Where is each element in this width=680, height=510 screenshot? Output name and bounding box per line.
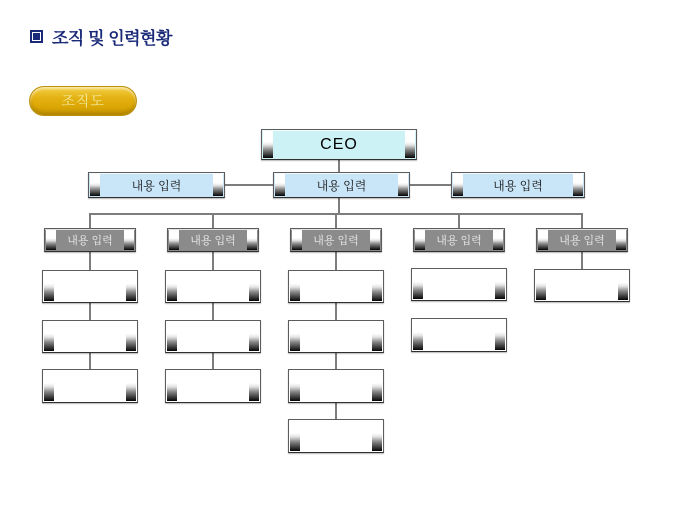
connector-line bbox=[212, 252, 214, 270]
dept-1-box[interactable] bbox=[88, 172, 225, 198]
ceo-box[interactable] bbox=[261, 129, 417, 160]
cell-4-2-box[interactable] bbox=[411, 318, 507, 352]
cell-3-2-box[interactable] bbox=[288, 320, 384, 353]
connector-line bbox=[335, 303, 337, 320]
dept-2-box[interactable] bbox=[273, 172, 410, 198]
node-label: 내용 입력 bbox=[559, 235, 605, 247]
cell-3-1-box[interactable] bbox=[288, 270, 384, 303]
connector-line bbox=[335, 252, 337, 270]
cell-4-1-box[interactable] bbox=[411, 268, 507, 301]
connector-line bbox=[335, 403, 337, 419]
connector-line bbox=[458, 215, 460, 228]
connector-line bbox=[89, 353, 91, 369]
connector-line bbox=[225, 184, 273, 186]
connector-line bbox=[581, 252, 583, 269]
team-5-box[interactable] bbox=[536, 228, 628, 252]
team-4-box[interactable] bbox=[413, 228, 505, 252]
node-label: 내용 입력 bbox=[316, 178, 367, 193]
connector-line bbox=[212, 215, 214, 228]
orgchart-label-button[interactable]: 조직도 bbox=[29, 86, 137, 116]
page-title-text: 조직 및 인력현황 bbox=[52, 29, 172, 48]
connector-line bbox=[212, 353, 214, 369]
node-label: CEO bbox=[320, 135, 358, 153]
connector-line bbox=[335, 215, 337, 228]
cell-2-2-box[interactable] bbox=[165, 320, 261, 353]
cell-2-1-box[interactable] bbox=[165, 270, 261, 303]
node-label: 내용 입력 bbox=[67, 235, 113, 247]
cell-1-2-box[interactable] bbox=[42, 320, 138, 353]
cell-2-3-box[interactable] bbox=[165, 369, 261, 403]
connector-line bbox=[410, 184, 451, 186]
node-label: 내용 입력 bbox=[493, 178, 543, 193]
node-label: 내용 입력 bbox=[190, 235, 236, 247]
connector-line bbox=[89, 252, 91, 270]
connector-line bbox=[581, 215, 583, 228]
connector-line bbox=[212, 303, 214, 320]
connector-line bbox=[89, 215, 91, 228]
cell-1-3-box[interactable] bbox=[42, 369, 138, 403]
connector-line bbox=[338, 198, 340, 213]
cell-1-1-box[interactable] bbox=[42, 270, 138, 303]
team-1-box[interactable] bbox=[44, 228, 136, 252]
dept-3-box[interactable] bbox=[451, 172, 585, 198]
connector-line bbox=[338, 160, 340, 172]
team-3-box[interactable] bbox=[290, 228, 382, 252]
cell-3-3-box[interactable] bbox=[288, 369, 384, 403]
node-label: 내용 입력 bbox=[436, 235, 482, 247]
node-label: 내용 입력 bbox=[131, 178, 182, 193]
connector-line bbox=[89, 303, 91, 320]
connector-line bbox=[335, 353, 337, 369]
node-label: 내용 입력 bbox=[313, 235, 359, 247]
cell-3-4-box[interactable] bbox=[288, 419, 384, 453]
team-2-box[interactable] bbox=[167, 228, 259, 252]
cell-5-1-box[interactable] bbox=[534, 269, 630, 302]
